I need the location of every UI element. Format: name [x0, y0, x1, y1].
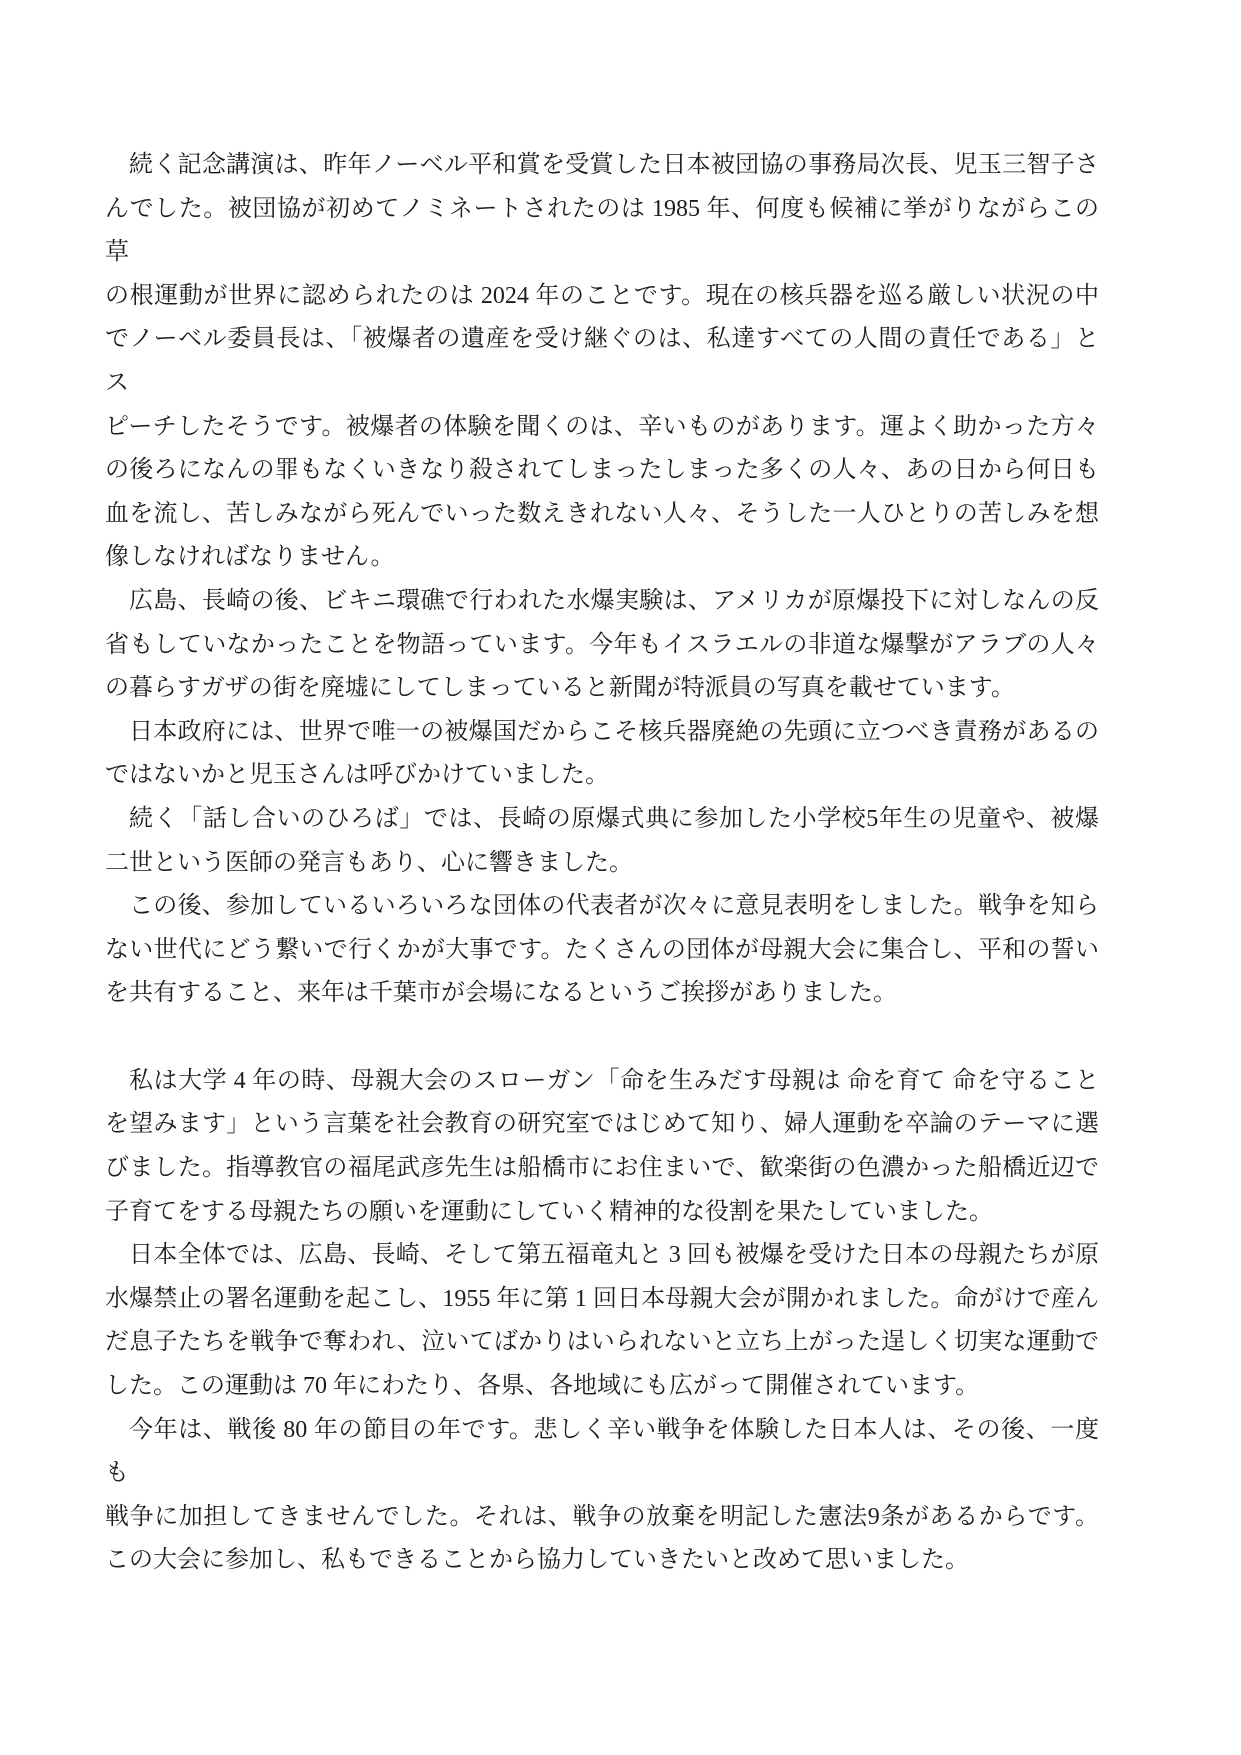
- text-line: ない世代にどう繋いで行くかが大事です。たくさんの団体が母親大会に集合し、平和の誓い: [105, 936, 1099, 963]
- text-line: んでした。被団協が初めてノミネートされたのは 1985 年、何度も候補に挙がりながらこの草: [105, 195, 1099, 266]
- text-line: 日本全体では、広島、長崎、そして第五福竜丸と 3 回も被爆を受けた日本の母親たちが原: [129, 1242, 1099, 1269]
- paragraph: [105, 885, 1099, 1016]
- paragraph: [105, 711, 1099, 798]
- text-line: した。この運動は 70 年にわたり、各県、各地域にも広がって開催されています。: [105, 1373, 980, 1400]
- paragraph: [105, 1234, 1099, 1408]
- paragraph: [105, 1409, 1099, 1583]
- text-line: 日本政府には、世界で唯一の被爆国だからこそ核兵器廃絶の先頭に立つべき責務があるの: [129, 718, 1099, 745]
- text-line: 子育てをする母親たちの願いを運動にしていく精神的な役割を果たしていました。: [105, 1198, 993, 1225]
- text-line: の後ろになんの罪もなくいきなり殺されてしまったしまった多くの人々、あの日から何日も: [105, 457, 1099, 484]
- text-line: 血を流し、苦しみながら死んでいった数えきれない人々、そうした一人ひとりの苦しみを想: [105, 500, 1099, 527]
- text-line: の暮らすガザの街を廃墟にしてしまっていると新聞が特派員の写真を載せています。: [105, 675, 1015, 702]
- text-line: 像しなければなりません。: [105, 544, 395, 571]
- text-line: 続く記念講演は、昨年ノーベル平和賞を受賞した日本被団協の事務局次長、児玉三智子さ: [129, 152, 1099, 178]
- text-line: 続く「話し合いのひろば」では、長崎の原爆式典に参加した小学校5年生の児童や、被爆: [129, 805, 1099, 832]
- text-line: を望みます」という言葉を社会教育の研究室ではじめて知り、婦人運動を卒論のテーマに選: [105, 1111, 1099, 1138]
- text-line: この大会に参加し、私もできることから協力していきたいと改めて思いました。: [105, 1547, 969, 1574]
- text-line: この後、参加しているいろいろな団体の代表者が次々に意見表明をしました。戦争を知ら: [129, 893, 1099, 920]
- text-line: だ息子たちを戦争で奪われ、泣いてばかりはいられないと立ち上がった逞しく切実な運動で: [105, 1329, 1099, 1356]
- text-line: 今年は、戦後 80 年の節目の年です。悲しく辛い戦争を体験した日本人は、その後、一度も: [105, 1416, 1099, 1487]
- text-line: 省もしていなかったことを物語っています。今年もイスラエルの非道な爆撃がアラブの人々: [105, 631, 1099, 658]
- text-line: を共有すること、来年は千葉市が会場になるというご挨拶がありました。: [105, 980, 897, 1007]
- document-body: [105, 144, 1099, 1583]
- paragraph: [105, 1060, 1099, 1234]
- text-line: でノーベル委員長は、「被爆者の遺産を受け継ぐのは、私達すべての人間の責任である」とス: [105, 326, 1099, 396]
- text-line: 二世という医師の発言もあり、心に響きました。: [105, 849, 633, 876]
- text-line: 私は大学 4 年の時、母親大会のスローガン「命を生みだす母親は 命を育て 命を守ること: [129, 1067, 1099, 1094]
- text-line: の根運動が世界に認められたのは 2024 年のことです。現在の核兵器を巡る厳しい状況の中: [105, 282, 1099, 309]
- text-line: 水爆禁止の署名運動を起こし、1955 年に第 1 回日本母親大会が開かれました。命がけで産ん: [105, 1285, 1099, 1312]
- text-line: ではないかと児玉さんは呼びかけていました。: [105, 762, 609, 789]
- text-line: 戦争に加担してきませんでした。それは、戦争の放棄を明記した憲法9条があるからです。: [105, 1503, 1099, 1530]
- paragraph: [105, 798, 1099, 885]
- paragraph: [105, 580, 1099, 711]
- text-line: 広島、長崎の後、ビキニ環礁で行われた水爆実験は、アメリカが原爆投下に対しなんの反: [129, 587, 1099, 614]
- text-line: びました。指導教官の福尾武彦先生は船橋市にお住まいで、歓楽街の色濃かった船橋近辺で: [105, 1155, 1099, 1182]
- paragraph: [105, 144, 1099, 580]
- text-line: ピーチしたそうです。被爆者の体験を聞くのは、辛いものがあります。運よく助かった方々: [105, 413, 1099, 440]
